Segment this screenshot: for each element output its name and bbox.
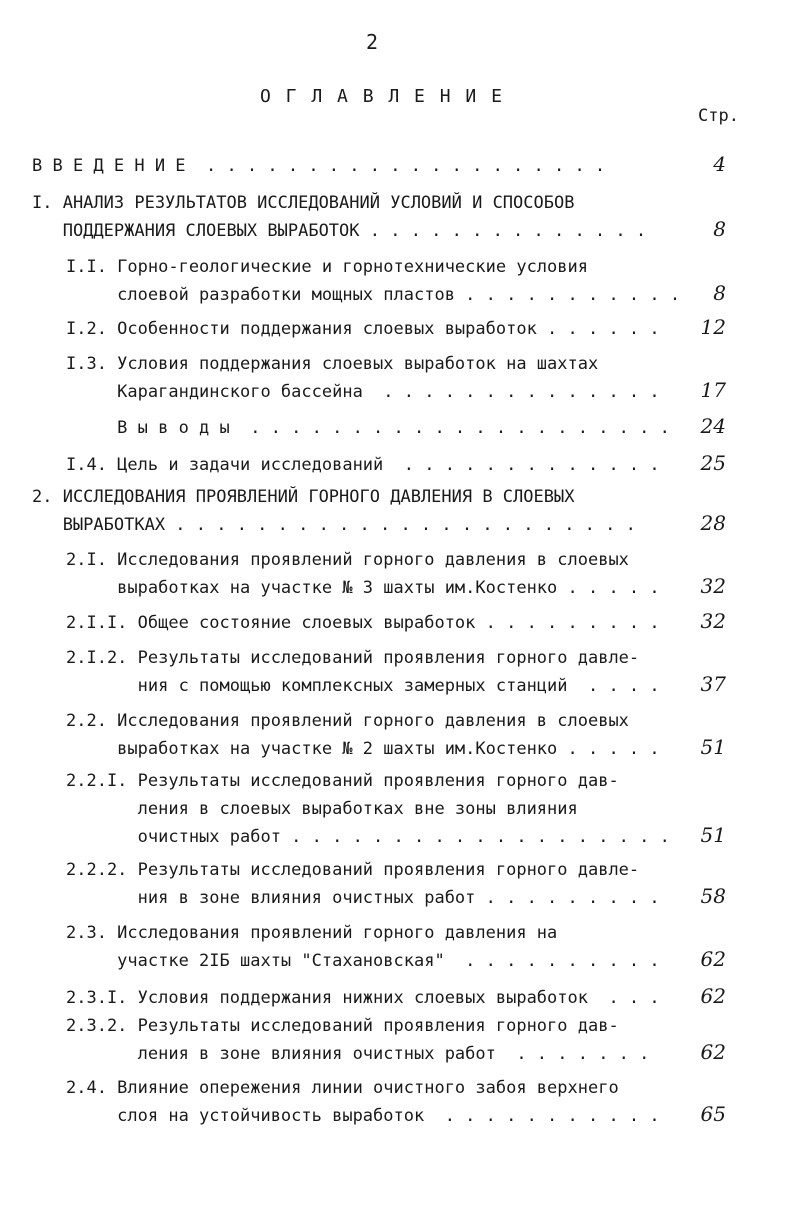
toc-entry-page: 58 (700, 884, 726, 908)
toc-entry-line: выработках на участке № 3 шахты им.Костенко . . . . . (66, 578, 660, 598)
toc-entry-page: 65 (700, 1102, 726, 1126)
toc-entry-line: I.I. Горно-геологические и горнотехнические условия (66, 257, 588, 277)
document-title: О Г Л А В Л Е Н И Е (260, 86, 504, 107)
toc-entry-page: 17 (700, 378, 726, 402)
toc-entry-line: ния в зоне влияния очистных работ . . . . . . . . . (66, 888, 660, 908)
toc-entry-line: 2.4. Влияние опережения линии очистного забоя верхнего (66, 1078, 619, 1098)
toc-entry-line: В В Е Д Е Н И Е . . . . . . . . . . . . . . . . . . . . (32, 156, 606, 176)
toc-entry-line: 2.2. Исследования проявлений горного давления в слоевых (66, 711, 629, 731)
toc-entry-line: ния с помощью комплексных замерных станций . . . . (66, 676, 660, 696)
toc-entry-page: 24 (700, 414, 726, 438)
toc-entry-line: очистных работ . . . . . . . . . . . . . . . . . . . (66, 827, 670, 847)
toc-entry-line: 2.2.I. Результаты исследований проявления горного дав- (66, 771, 619, 791)
toc-entry-page: 51 (700, 735, 726, 759)
toc-entry-page: 51 (700, 823, 726, 847)
toc-entry-page: 32 (700, 609, 726, 633)
toc-entry-line: I.4. Цель и задачи исследований . . . . . . . . . . . . . (66, 455, 660, 475)
toc-entry-page: 62 (700, 1040, 726, 1064)
toc-entry-line: I.2. Особенности поддержания слоевых выработок . . . . . . (66, 319, 660, 339)
toc-entry-line: 2.I. Исследования проявлений горного давления в слоевых (66, 550, 629, 570)
toc-entry-page: 37 (700, 672, 726, 696)
page-column-label: Стр. (698, 106, 739, 126)
toc-entry-page: 32 (700, 574, 726, 598)
toc-entry-line: ления в зоне влияния очистных работ . . . . . . . (66, 1044, 650, 1064)
toc-entry-line: 2.3.I. Условия поддержания нижних слоевых выработок . . . (66, 988, 660, 1008)
toc-entry-page: 62 (700, 947, 726, 971)
toc-entry-line: I. АНАЛИЗ РЕЗУЛЬТАТОВ ИССЛЕДОВАНИЙ УСЛОВИЙ И СПОСОБОВ (32, 193, 575, 213)
page-number: 2 (366, 30, 379, 54)
toc-entry-line: 2.I.2. Результаты исследований проявления горного давле- (66, 648, 640, 668)
toc-entry-line: ВЫРАБОТКАХ . . . . . . . . . . . . . . . . . . . . . . . (32, 515, 636, 535)
toc-entry-page: 8 (713, 217, 726, 241)
toc-entry-line: I.3. Условия поддержания слоевых выработок на шахтах (66, 354, 599, 374)
toc-entry-line: выработках на участке № 2 шахты им.Костенко . . . . . (66, 739, 660, 759)
toc-entry-line: ления в слоевых выработках вне зоны влияния (66, 799, 578, 819)
toc-entry-line: слоя на устойчивость выработок . . . . . . . . . . . (66, 1106, 660, 1126)
toc-entry-line: слоевой разработки мощных пластов . . . . . . . . . . . (66, 285, 681, 305)
toc-entry-page: 8 (713, 281, 726, 305)
toc-entry-line: участке 2IБ шахты "Стахановская" . . . . . . . . . . (66, 951, 660, 971)
toc-entry-page: 12 (700, 315, 726, 339)
toc-entry-page: 28 (700, 511, 726, 535)
toc-entry-line: 2.I.I. Общее состояние слоевых выработок . . . . . . . . . (66, 613, 660, 633)
toc-entry-page: 25 (700, 451, 726, 475)
toc-entry-page: 4 (713, 152, 726, 176)
toc-entry-line: 2.3. Исследования проявлений горного давления на (66, 923, 558, 943)
toc-entry-line: 2.3.2. Результаты исследований проявления горного дав- (66, 1016, 619, 1036)
toc-entry-line: 2.2.2. Результаты исследований проявления горного давле- (66, 860, 640, 880)
toc-entry-line: ПОДДЕРЖАНИЯ СЛОЕВЫХ ВЫРАБОТОК . . . . . . . . . . . . . . (32, 221, 647, 241)
toc-entry-line: 2. ИССЛЕДОВАНИЯ ПРОЯВЛЕНИЙ ГОРНОГО ДАВЛЕНИЯ В СЛОЕВЫХ (32, 487, 575, 507)
toc-entry-page: 62 (700, 984, 726, 1008)
toc-entry-line: Карагандинского бассейна . . . . . . . . . . . . . . (66, 382, 660, 402)
toc-entry-line: В ы в о д ы . . . . . . . . . . . . . . . . . . . . . (66, 418, 670, 438)
